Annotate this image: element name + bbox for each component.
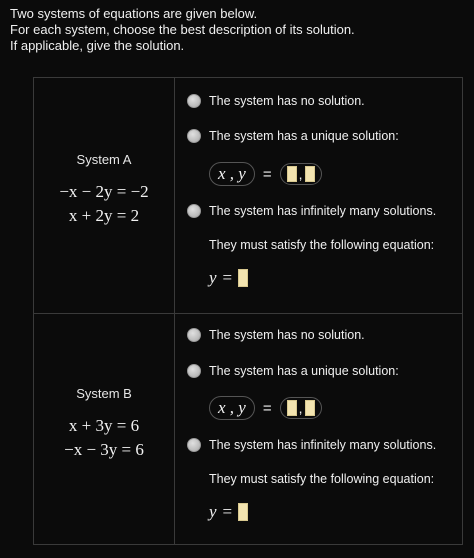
ordered-pair-input: , (280, 397, 322, 419)
instructions-line-3: If applicable, give the solution. (10, 38, 185, 53)
systems-table (33, 77, 463, 545)
x-answer-input[interactable] (287, 400, 297, 416)
system-a-option-infinite-solutions[interactable]: The system has infinitely many solutions. (187, 204, 436, 218)
x-answer-input[interactable] (287, 166, 297, 182)
system-a-must-satisfy-text: They must satisfy the following equation: (209, 238, 435, 252)
system-b-unique-answer: x , y = , (209, 396, 322, 420)
instructions-line-1: Two systems of equations are given below. (10, 6, 258, 21)
system-a-equation-1: −x − 2y = −2 (59, 182, 149, 201)
radio-button[interactable] (187, 204, 201, 218)
system-b-equations (34, 314, 175, 544)
radio-button[interactable] (187, 129, 201, 143)
instructions-line-2: For each system, choose the best description of its solution. (10, 22, 355, 37)
y-expression-input[interactable] (238, 269, 248, 287)
system-b-option-unique-solution[interactable]: The system has a unique solution: (187, 364, 399, 378)
system-b-option-infinite-solutions[interactable]: The system has infinitely many solutions. (187, 438, 436, 452)
xy-label: x , y (209, 162, 255, 186)
system-a-option-no-solution[interactable]: The system has no solution. (187, 94, 365, 108)
system-b-equation-1: x + 3y = 6 (68, 416, 140, 435)
radio-button[interactable] (187, 328, 201, 342)
y-answer-input[interactable] (305, 400, 315, 416)
y-expression-input[interactable] (238, 503, 248, 521)
radio-button[interactable] (187, 364, 201, 378)
system-b-row (34, 314, 462, 544)
ordered-pair-input: , (280, 163, 322, 185)
system-b-option-no-solution[interactable]: The system has no solution. (187, 328, 365, 342)
system-a-unique-answer: x , y = , (209, 162, 322, 186)
system-b-y-equation: y = (209, 502, 248, 522)
system-b-label: System B (76, 386, 132, 401)
system-a-options (175, 78, 462, 313)
system-a-row (34, 78, 462, 314)
radio-button[interactable] (187, 94, 201, 108)
system-a-label: System A (76, 152, 132, 167)
system-b-must-satisfy-text: They must satisfy the following equation: (209, 472, 435, 486)
instructions (10, 6, 355, 54)
radio-button[interactable] (187, 438, 201, 452)
system-a-equation-2: x + 2y = 2 (68, 206, 140, 225)
system-b-equation-2: −x − 3y = 6 (64, 440, 144, 459)
system-a-y-equation: y = (209, 268, 248, 288)
system-a-option-unique-solution[interactable]: The system has a unique solution: (187, 129, 399, 143)
xy-label: x , y (209, 396, 255, 420)
system-a-equations (34, 78, 175, 313)
system-b-options (175, 314, 462, 544)
y-answer-input[interactable] (305, 166, 315, 182)
